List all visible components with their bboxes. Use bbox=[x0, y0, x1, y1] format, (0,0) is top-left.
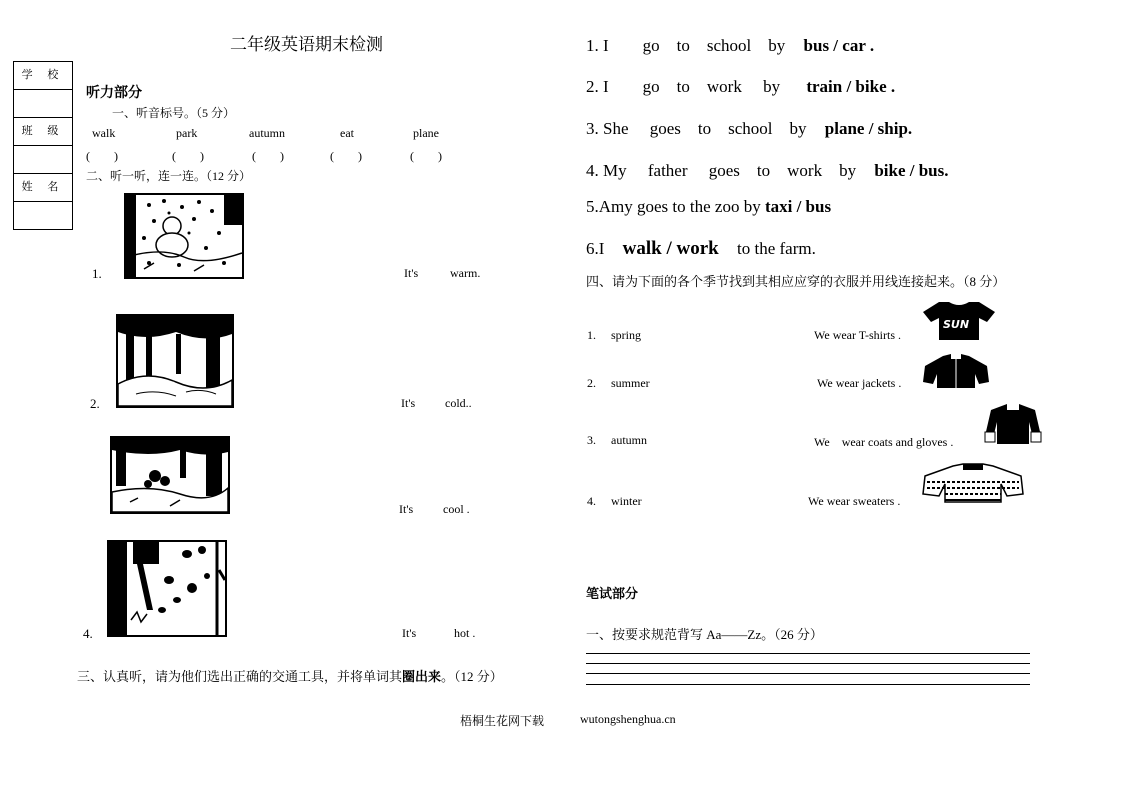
transport-sentence-3 bbox=[586, 114, 912, 139]
item-number: 2. bbox=[90, 396, 100, 411]
school-label: 学 校 bbox=[14, 62, 72, 90]
sun-picture bbox=[107, 540, 227, 637]
footer-url[interactable]: wutongshenghua.cn bbox=[580, 712, 676, 726]
answer-bracket[interactable]: ( ) bbox=[172, 149, 204, 163]
season-word: autumn bbox=[611, 433, 647, 447]
clothes-sentence: We wear jackets . bbox=[817, 376, 902, 390]
its-label: It's bbox=[401, 396, 416, 410]
part2-instruction: 二、听一听，连一连。（12 分） bbox=[86, 169, 252, 183]
weather-word: warm. bbox=[450, 266, 481, 280]
sentence-text: 4. My father goes to work by bbox=[586, 161, 857, 180]
clothes-sentence: We wear T-shirts . bbox=[814, 328, 902, 342]
forest-picture bbox=[116, 314, 234, 408]
sentence-text: 5.Amy goes to the zoo by bbox=[586, 197, 761, 216]
writing-heading: 笔试部分 bbox=[586, 587, 639, 602]
part3-instruction bbox=[77, 666, 503, 685]
coat-picture bbox=[983, 402, 1043, 446]
tshirt-picture bbox=[921, 298, 997, 342]
its-label: It's bbox=[404, 266, 419, 280]
transport-sentence-1 bbox=[586, 31, 874, 56]
sweater-picture bbox=[921, 462, 1025, 504]
part3-instruction-suffix: 。（12 分） bbox=[441, 669, 503, 684]
word-plane: plane bbox=[413, 126, 439, 140]
part3-instruction-bold: 圈出来 bbox=[402, 669, 442, 684]
word-eat: eat bbox=[340, 126, 354, 140]
writing-line[interactable] bbox=[586, 663, 1030, 664]
clothes-sentence: We wear coats and gloves . bbox=[814, 435, 954, 449]
transport-sentence-2 bbox=[586, 72, 895, 97]
school-field[interactable] bbox=[14, 90, 72, 118]
season-number: 3. bbox=[587, 433, 596, 447]
writing-line[interactable] bbox=[586, 684, 1030, 685]
answer-bracket[interactable]: ( ) bbox=[86, 149, 118, 163]
season-number: 2. bbox=[587, 376, 596, 390]
writing-line[interactable] bbox=[586, 653, 1030, 654]
student-info-box bbox=[13, 61, 73, 230]
answer-bracket[interactable]: ( ) bbox=[410, 149, 442, 163]
season-number: 4. bbox=[587, 494, 596, 508]
transport-choice[interactable]: bus / car . bbox=[803, 36, 875, 55]
season-number: 1. bbox=[587, 328, 596, 342]
page-title: 二年级英语期末检测 bbox=[230, 35, 383, 54]
name-label: 姓 名 bbox=[14, 174, 72, 202]
transport-sentence-6 bbox=[586, 238, 816, 260]
jacket-picture bbox=[921, 352, 991, 390]
answer-bracket[interactable]: ( ) bbox=[252, 149, 284, 163]
word-park: park bbox=[176, 126, 198, 140]
sentence-text: 1. I go to school by bbox=[586, 36, 786, 55]
tshirt-logo: SUN bbox=[943, 318, 970, 331]
name-field[interactable] bbox=[14, 202, 72, 229]
writing-line[interactable] bbox=[586, 673, 1030, 674]
sentence-text: 3. She goes to school by bbox=[586, 119, 807, 138]
transport-choice[interactable]: train / bike . bbox=[806, 77, 896, 96]
part1-instruction: 一、听音标号。（5 分） bbox=[112, 106, 236, 120]
clothes-sentence: We wear sweaters . bbox=[808, 494, 901, 508]
footer-source: 梧桐生花网下载 bbox=[460, 714, 545, 728]
autumn-forest-picture bbox=[110, 436, 230, 514]
season-word: summer bbox=[611, 376, 650, 390]
word-autumn: autumn bbox=[249, 126, 285, 140]
answer-bracket[interactable]: ( ) bbox=[330, 149, 362, 163]
writing-instruction: 一、按要求规范背写 Aa——Zz。（26 分） bbox=[586, 627, 823, 642]
transport-sentence-5 bbox=[586, 197, 831, 217]
word-walk: walk bbox=[92, 126, 116, 140]
transport-choice[interactable]: taxi / bus bbox=[764, 197, 832, 216]
its-label: It's bbox=[402, 626, 417, 640]
class-field[interactable] bbox=[14, 146, 72, 174]
its-label: It's bbox=[399, 502, 414, 516]
transport-sentence-4 bbox=[586, 156, 949, 181]
item-number: 4. bbox=[83, 626, 93, 641]
part4-instruction: 四、请为下面的各个季节找到其相应应穿的衣服并用线连接起来。（8 分） bbox=[586, 274, 1006, 289]
weather-word: cold.. bbox=[445, 396, 472, 410]
sentence-text: 6.I bbox=[586, 239, 605, 258]
weather-word: hot . bbox=[454, 626, 476, 640]
item-number: 1. bbox=[92, 266, 102, 281]
sentence-text: 2. I go to work by bbox=[586, 77, 781, 96]
class-label: 班 级 bbox=[14, 118, 72, 146]
weather-word: cool . bbox=[443, 502, 470, 516]
transport-choice[interactable]: plane / ship. bbox=[824, 119, 913, 138]
season-word: spring bbox=[611, 328, 641, 342]
sentence-text: to the farm. bbox=[737, 239, 816, 258]
listening-heading: 听力部分 bbox=[86, 85, 142, 101]
transport-choice[interactable]: walk / work bbox=[622, 238, 719, 259]
season-word: winter bbox=[611, 494, 642, 508]
part3-instruction-prefix: 三、认真听，请为他们选出正确的交通工具，并将单词其 bbox=[77, 669, 403, 684]
transport-choice[interactable]: bike / bus. bbox=[874, 161, 949, 180]
snowman-picture bbox=[124, 193, 244, 279]
